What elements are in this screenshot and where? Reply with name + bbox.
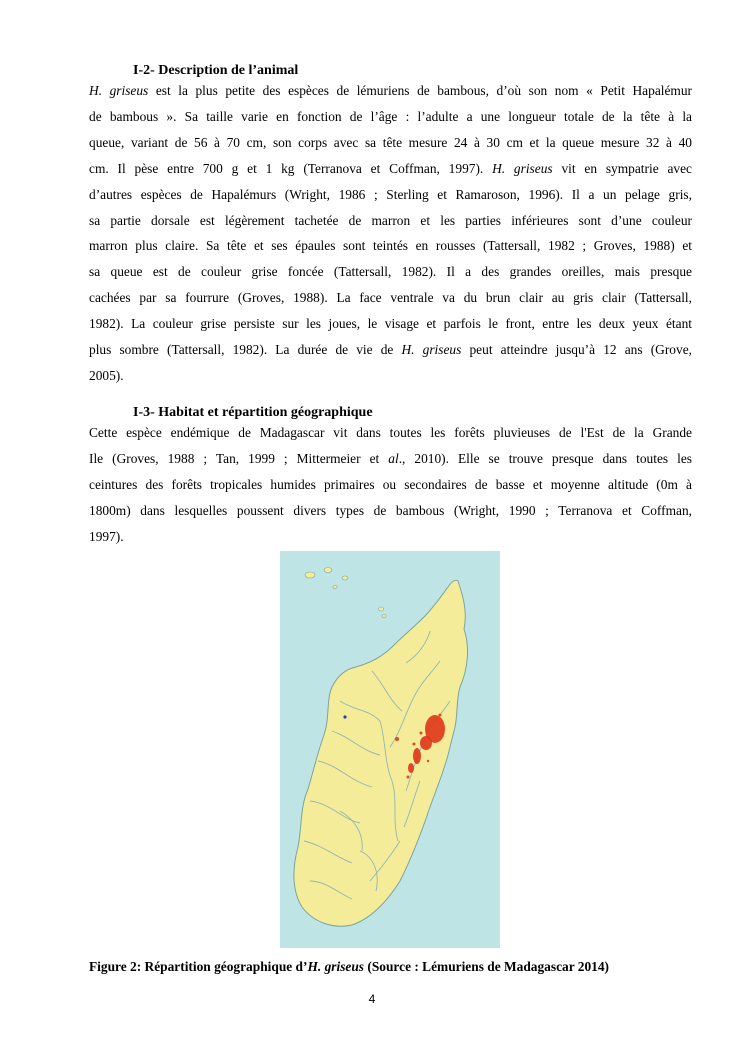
italic-text: H. griseus xyxy=(89,83,149,98)
figure-caption xyxy=(89,958,609,976)
text-run: queue, variant de 56 à 70 cm, son corps avec sa tête mesure 24 à 30 cm et la queue mesure 32 à 40 xyxy=(89,134,692,150)
map-image xyxy=(280,551,500,948)
text-run: sa queue est de couleur grise foncée (Tattersall, 1982). Il a des grandes oreilles, mais presque xyxy=(89,264,692,280)
text-line xyxy=(89,446,692,472)
text-run: Ile (Groves, 1988 ; Tan, 1999 ; Mittermeier et xyxy=(89,450,389,466)
text-line xyxy=(89,420,692,446)
text-run: 1997). xyxy=(89,528,124,544)
text-run: vit en sympatrie avec xyxy=(552,160,692,176)
paragraph-description xyxy=(89,78,692,389)
text-line xyxy=(89,311,692,337)
text-run: ceintures des forêts tropicales humides primaires ou secondaires de basse et moyenne altitude (0m à xyxy=(89,476,692,492)
text-run: d’autres espèces de Hapalémurs (Wright, 1986 ; Sterling et Ramaroson, 1996). Il a un pelage gris, xyxy=(89,186,692,202)
text-run: est la plus petite des espèces de lémuriens de bambous, d’où son nom « Petit Hapalémur xyxy=(148,83,692,98)
italic-text: H. griseus xyxy=(401,342,462,358)
madagascar-distribution-map xyxy=(280,551,500,948)
section-heading-description: I-2- Description de l’animal xyxy=(133,63,299,78)
text-run: Figure 2: Répartition géographique d’ xyxy=(89,959,308,974)
text-line xyxy=(89,524,692,550)
text-line xyxy=(89,78,692,104)
text-run: (Source : Lémuriens de Madagascar 2014) xyxy=(364,959,610,974)
italic-text: al xyxy=(388,450,399,466)
text-line xyxy=(89,156,692,182)
text-line xyxy=(89,130,692,156)
paragraph-habitat xyxy=(89,420,692,550)
text-run: cachées par sa fourrure (Groves, 1988). La face ventrale va du brun clair au gris clair (Tattersall, xyxy=(89,290,692,306)
text-line xyxy=(89,104,692,130)
text-line xyxy=(89,233,692,259)
text-run: sa partie dorsale est légèrement tachetée de marron et les parties inférieures sont d’une couleur xyxy=(89,212,692,228)
text-line xyxy=(89,285,692,311)
map-point-marker xyxy=(343,715,346,718)
text-run: ., 2010). Elle se trouve presque dans toutes les xyxy=(398,450,692,466)
text-line xyxy=(89,363,692,389)
text-line xyxy=(89,337,692,363)
text-line xyxy=(89,259,692,285)
text-run: cm. Il pèse entre 700 g et 1 kg (Terranova et Coffman, 1997). xyxy=(89,160,493,176)
text-line xyxy=(89,472,692,498)
text-line xyxy=(89,208,692,234)
text-line xyxy=(89,498,692,524)
text-run: Cette espèce endémique de Madagascar vit dans toutes les forêts pluvieuses de l'Est de la Grande xyxy=(89,425,692,440)
page-number: 4 xyxy=(368,992,376,1006)
text-line xyxy=(89,182,692,208)
italic-text: H. griseus xyxy=(307,959,365,974)
italic-text: H. griseus xyxy=(492,160,553,176)
text-run: peut atteindre jusqu’à 12 ans (Grove, xyxy=(461,342,692,358)
text-run: 2005). xyxy=(89,367,124,383)
text-run: 1800m) dans lesquelles poussent divers types de bambous (Wright, 1990 ; Terranova et Coffman, xyxy=(89,502,692,518)
text-run: 1982). La couleur grise persiste sur les joues, le visage et parfois le front, entre les deux yeux étant xyxy=(89,316,692,332)
text-run: de bambous ». Sa taille varie en fonction de l’âge : l’adulte a une longueur totale de la tête à la xyxy=(89,108,692,124)
text-run: plus sombre (Tattersall, 1982). La durée de vie de xyxy=(89,342,402,358)
text-run: marron plus claire. Sa tête et ses épaules sont teintés en rousses (Tattersall, 1982 ; Groves, 1988) et xyxy=(89,238,692,254)
section-heading-habitat: I-3- Habitat et répartition géographique xyxy=(133,405,373,420)
